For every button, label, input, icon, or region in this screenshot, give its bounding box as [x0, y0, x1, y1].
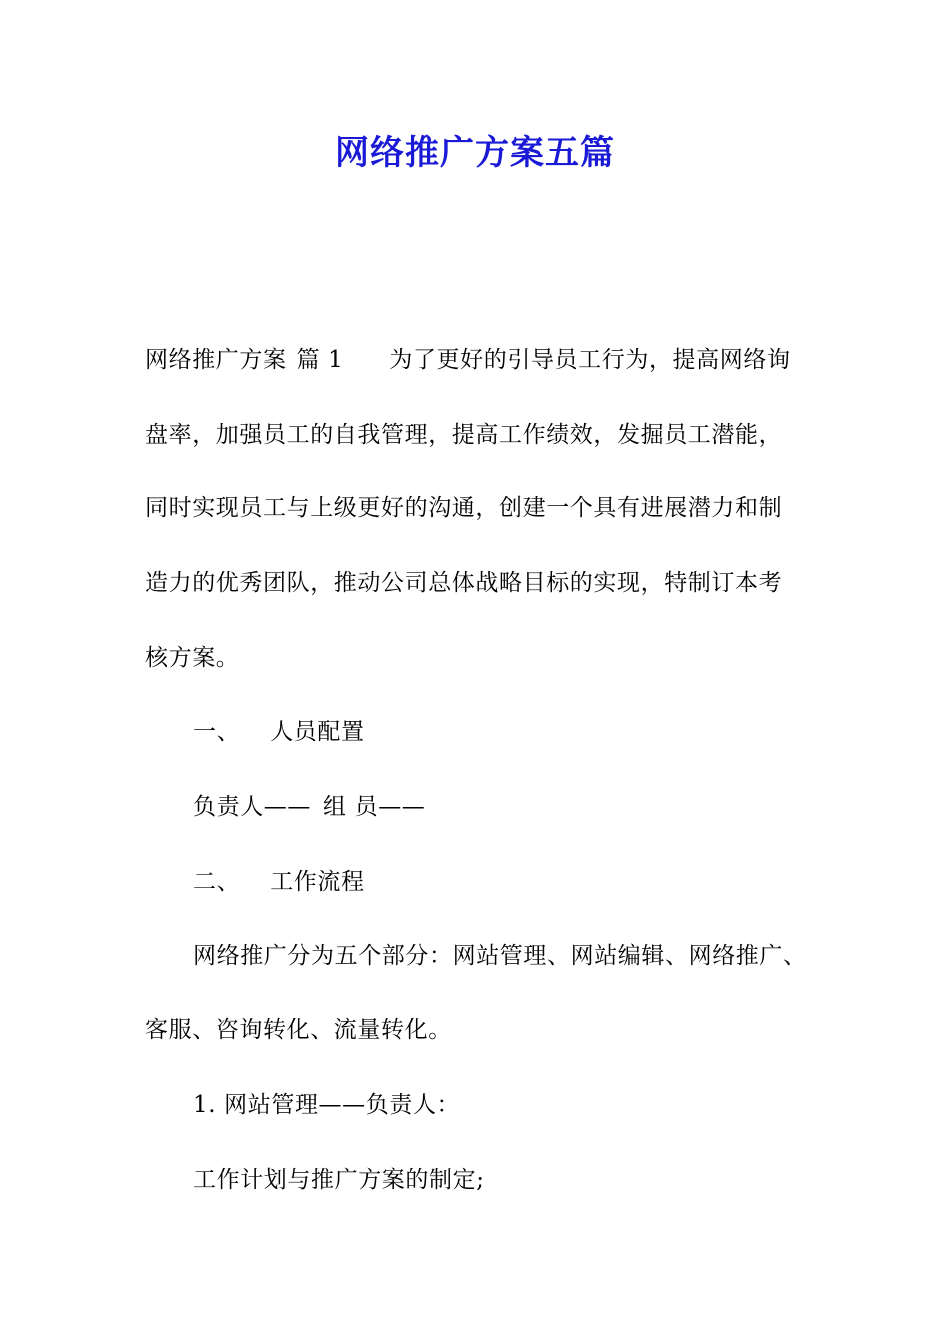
staff-member: 员——: [354, 794, 426, 820]
list-item: [193, 1089, 460, 1121]
staff-leader: 负责人——: [193, 794, 311, 820]
section-number: 二、: [193, 869, 241, 895]
section-heading: [193, 716, 365, 748]
paragraph-line: 盘率，加强员工的自我管理，提高工作绩效，发掘员工潜能，: [145, 422, 783, 448]
paragraph-line: 网络推广分为五个部分：网站管理、网站编辑、网络推广、: [193, 943, 807, 969]
paragraph-text: 为了更好的引导员工行为，提高网络询: [389, 347, 791, 373]
list-item-number: 1.: [193, 1092, 217, 1118]
section-title: 人员配置: [270, 719, 365, 745]
list-item-text: 网站管理——负责人：: [224, 1092, 461, 1118]
staff-line: [193, 791, 425, 823]
paragraph-line: 核方案。: [145, 645, 240, 671]
paragraph-line: [145, 344, 791, 376]
document-title: 网络推广方案五篇: [335, 133, 615, 173]
section-heading: [193, 866, 365, 898]
paragraph-line: 造力的优秀团队，推动公司总体战略目标的实现，特制订本考: [145, 570, 783, 596]
section-title: 工作流程: [270, 869, 365, 895]
section-number: 一、: [193, 719, 241, 745]
paragraph-heading: 网络推广方案: [145, 347, 287, 373]
paragraph-line: 客服、咨询转化、流量转化。: [145, 1017, 452, 1043]
staff-member-label: 组: [323, 794, 347, 820]
paragraph-line: 同时实现员工与上级更好的沟通，创建一个具有进展潜力和制: [145, 495, 783, 521]
paragraph-line: 工作计划与推广方案的制定;: [193, 1167, 485, 1193]
section-label: 篇 1: [296, 347, 344, 373]
